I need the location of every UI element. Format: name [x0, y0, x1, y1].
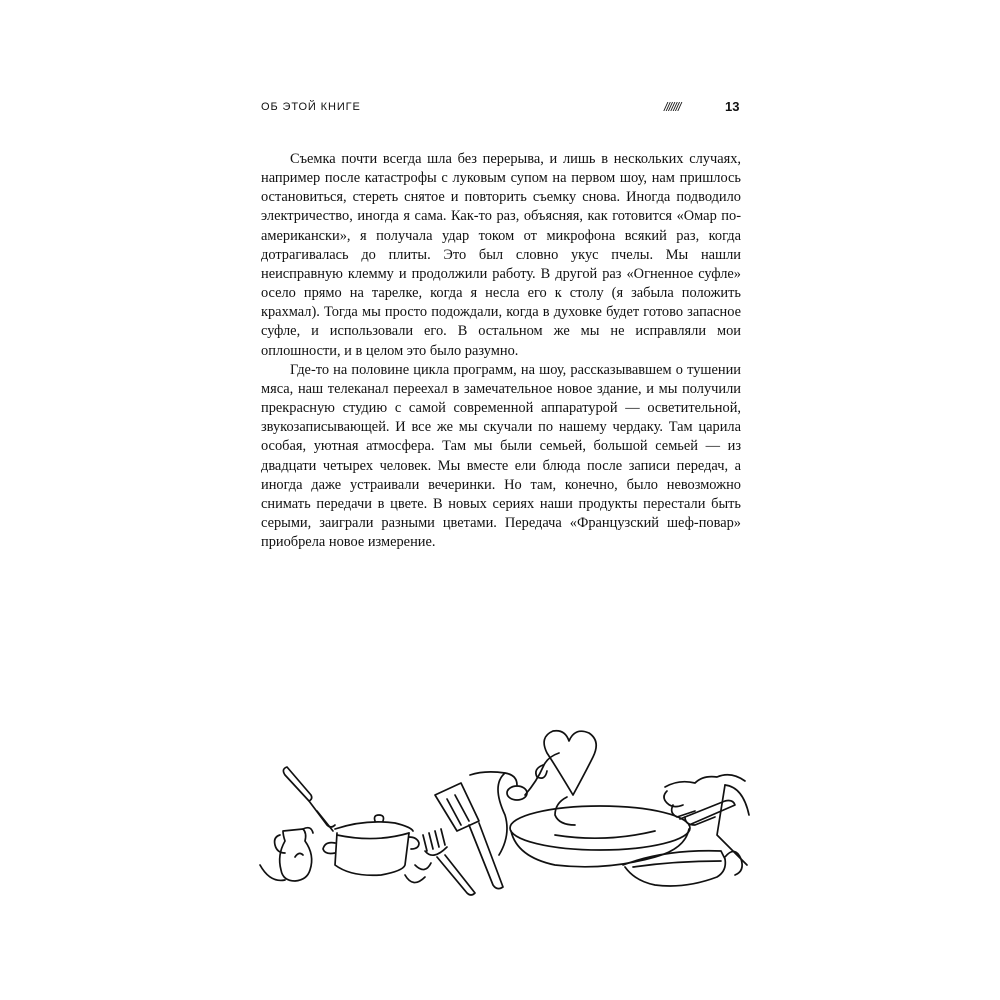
header-slash-ornament: /////// [664, 100, 681, 114]
running-title: ОБ ЭТОЙ КНИГЕ [261, 101, 361, 113]
paragraph-1: Съемка почти всегда шла без перерыва, и лишь в нескольких случаях, например после катастрофы с луковым супом на первом шоу, нам пришлось остановиться, стереть снятое и повторить съемку снова. Иногда подводило электричество, иногда я сама. Как-то раз, объясняя, как готовится «Омар по-американски», я получала удар током от микрофона всякий раз, когда дотрагивалась до плиты. Это был словно укус пчелы. Мы нашли неисправную клемму и продолжили работу. В другой раз «Огненное суфле» осело прямо на тарелке, когда я несла его к столу (я забыла положить крахмал). Тогда мы просто подождали, когда в духовке будет готово запасное суфле, и использовали его. В остальном же мы не исправляли мои оплошности, и в целом это было разумно. [261, 151, 741, 359]
fork-icon [423, 829, 475, 895]
slotted-turner-icon [435, 783, 503, 889]
body-text [261, 150, 741, 552]
saucepan-icon [323, 815, 431, 883]
spatula-icon [283, 767, 335, 831]
bowl-icon [623, 851, 742, 886]
frying-pan-icon [510, 801, 735, 867]
page-number: 13 [725, 99, 740, 114]
kitchenware-line-illustration [255, 725, 755, 900]
jug-icon [260, 828, 313, 881]
paragraph-2: Где-то на половине цикла программ, на шоу, рассказывавшем о тушении мяса, наш телеканал переехал в замечательное новое здание, и мы получили прекрасную студию с самой современной аппаратурой — осветительной, звукозаписывающей. И все же мы скучали по нашему чердаку. Там царила особая, уютная атмосфера. Там мы были семьей, большой семьей — из двадцати четырех человек. Мы вместе ели блюда после записи передач, а иногда даже устраивали вечеринки. Но там, конечно, было невозможно снимать передачи в цвете. В новых сериях наши продукты перестали быть серыми, заиграли разными цветами. Передача «Французский шеф-повар» приобрела новое измерение. [261, 361, 741, 551]
heart-swirl-icon [470, 731, 596, 855]
